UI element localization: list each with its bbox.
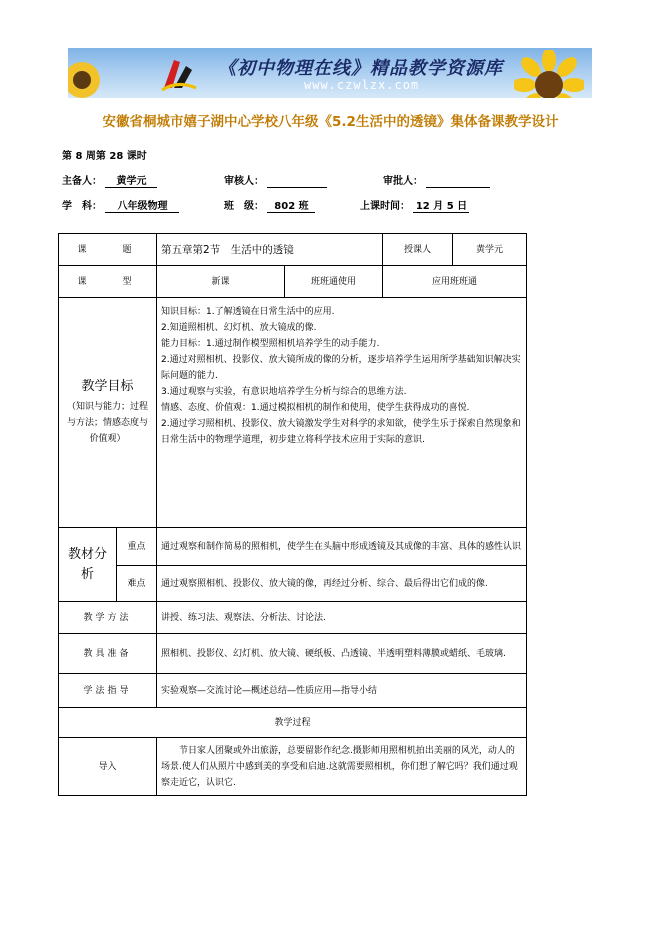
goal-line: 2.通过对照相机、投影仪、放大镜所成的像的分析，逐步培养学生运用所学基础知识解决实际问题的能力. <box>161 355 521 381</box>
table-row <box>59 566 527 602</box>
goal-line: 2.通过学习照相机、投影仪、放大镜激发学生对科学的求知欲，使学生乐于探索自然现象和日常生活中的物理学道理，初步建立将科学技术应用于实际的意识. <box>161 419 521 445</box>
preparer-label: 主备人： <box>62 176 102 187</box>
reviewer-field <box>224 172 327 188</box>
header-banner <box>68 48 592 98</box>
intro-value: 节日家人团聚或外出旅游，总要留影作纪念.摄影师用照相机拍出美丽的风光，动人的场景.使人们从照片中感到美的享受和启迪.这就需要照相机，你们想了解它吗？我们通过观察走近它，认识它. <box>157 738 527 796</box>
topic-value: 第五章第2节 生活中的透镜 <box>157 234 383 266</box>
type-value: 新课 <box>157 266 285 298</box>
subject-label: 学 科： <box>62 201 102 212</box>
difficulty-label: 难点 <box>117 566 157 602</box>
tools-value: 照相机、投影仪、幻灯机、放大镜、硬纸板、凸透镜、半透明塑料薄膜或蜡纸、毛玻璃. <box>157 634 527 674</box>
key-point-value: 通过观察和制作简易的照相机，使学生在头脑中形成透镜及其成像的丰富、具体的感性认识 <box>157 528 527 566</box>
teacher-label: 授课人 <box>383 234 453 266</box>
teacher-value: 黄学元 <box>453 234 527 266</box>
class-value: 802 班 <box>267 197 315 213</box>
approver-value <box>426 176 490 188</box>
study-label: 学法指导 <box>59 674 157 708</box>
goal-line: 2.知道照相机、幻灯机、放大镜成的像. <box>161 323 317 333</box>
reviewer-value <box>267 176 327 188</box>
lesson-plan-table <box>58 233 527 796</box>
date-label: 上课时间： <box>360 201 410 212</box>
table-row <box>59 298 527 528</box>
goals-label-cell <box>59 298 157 528</box>
study-value: 实验观察—交流讨论—概述总结—性质应用—指导小结 <box>157 674 527 708</box>
table-row <box>59 528 527 566</box>
goals-sub-label: （知识与能力；过程与方法；情感态度与价值观） <box>67 401 149 444</box>
week-line: 第 8 周第 28 课时 <box>62 151 147 162</box>
goal-line: 3.通过观察与实验，有意识地培养学生分析与综合的思维方法. <box>161 387 407 397</box>
goal-line: 知识目标：1.了解透镜在日常生活中的应用. <box>161 307 335 317</box>
goal-line: 能力目标：1.通过制作模型照相机培养学生的动手能力. <box>161 339 380 349</box>
document-title: 安徽省桐城市嬉子湖中心学校八年级《5.2生活中的透镜》集体备课教学设计 <box>102 114 559 130</box>
date-field <box>360 197 469 213</box>
approver-label: 审批人： <box>383 176 423 187</box>
difficulty-value: 通过观察照相机、投影仪、放大镜的像，再经过分析、综合、最后得出它们成的像. <box>157 566 527 602</box>
reviewer-label: 审核人： <box>224 176 264 187</box>
table-row <box>59 634 527 674</box>
sunflower-icon <box>68 60 102 98</box>
logo-icon <box>158 54 198 94</box>
sunflower-icon <box>514 50 584 98</box>
banner-url: www.czwlzx.com <box>304 78 420 92</box>
topic-label: 课 题 <box>59 234 157 266</box>
class-label: 班 级： <box>224 201 264 212</box>
class-field <box>224 197 315 213</box>
method-label: 教学方法 <box>59 602 157 634</box>
goals-content <box>157 298 527 528</box>
table-row <box>59 738 527 796</box>
type-label: 课 型 <box>59 266 157 298</box>
application-value: 应用班班通 <box>383 266 527 298</box>
table-row <box>59 708 527 738</box>
approver-field <box>383 172 490 188</box>
goals-label: 教学目标 <box>81 378 134 394</box>
tool-usage-value: 班班通使用 <box>285 266 383 298</box>
method-value: 讲授、练习法、观察法、分析法、讨论法. <box>157 602 527 634</box>
date-value: 12 月 5 日 <box>413 197 469 213</box>
table-row <box>59 234 527 266</box>
subject-value: 八年级物理 <box>105 197 179 213</box>
table-row <box>59 674 527 708</box>
table-row <box>59 266 527 298</box>
subject-field <box>62 197 179 213</box>
intro-label: 导入 <box>59 738 157 796</box>
table-row <box>59 602 527 634</box>
analysis-label: 教材分析 <box>59 528 117 602</box>
preparer-value: 黄学元 <box>105 172 157 188</box>
process-heading: 教学过程 <box>59 708 527 738</box>
goal-line: 情感、态度、价值观：1.通过模拟相机的制作和使用，使学生获得成功的喜悦. <box>161 403 470 413</box>
key-point-label: 重点 <box>117 528 157 566</box>
preparer-field <box>62 172 157 188</box>
tools-label: 教具准备 <box>59 634 157 674</box>
banner-title: 《初中物理在线》精品教学资源库 <box>218 58 503 79</box>
